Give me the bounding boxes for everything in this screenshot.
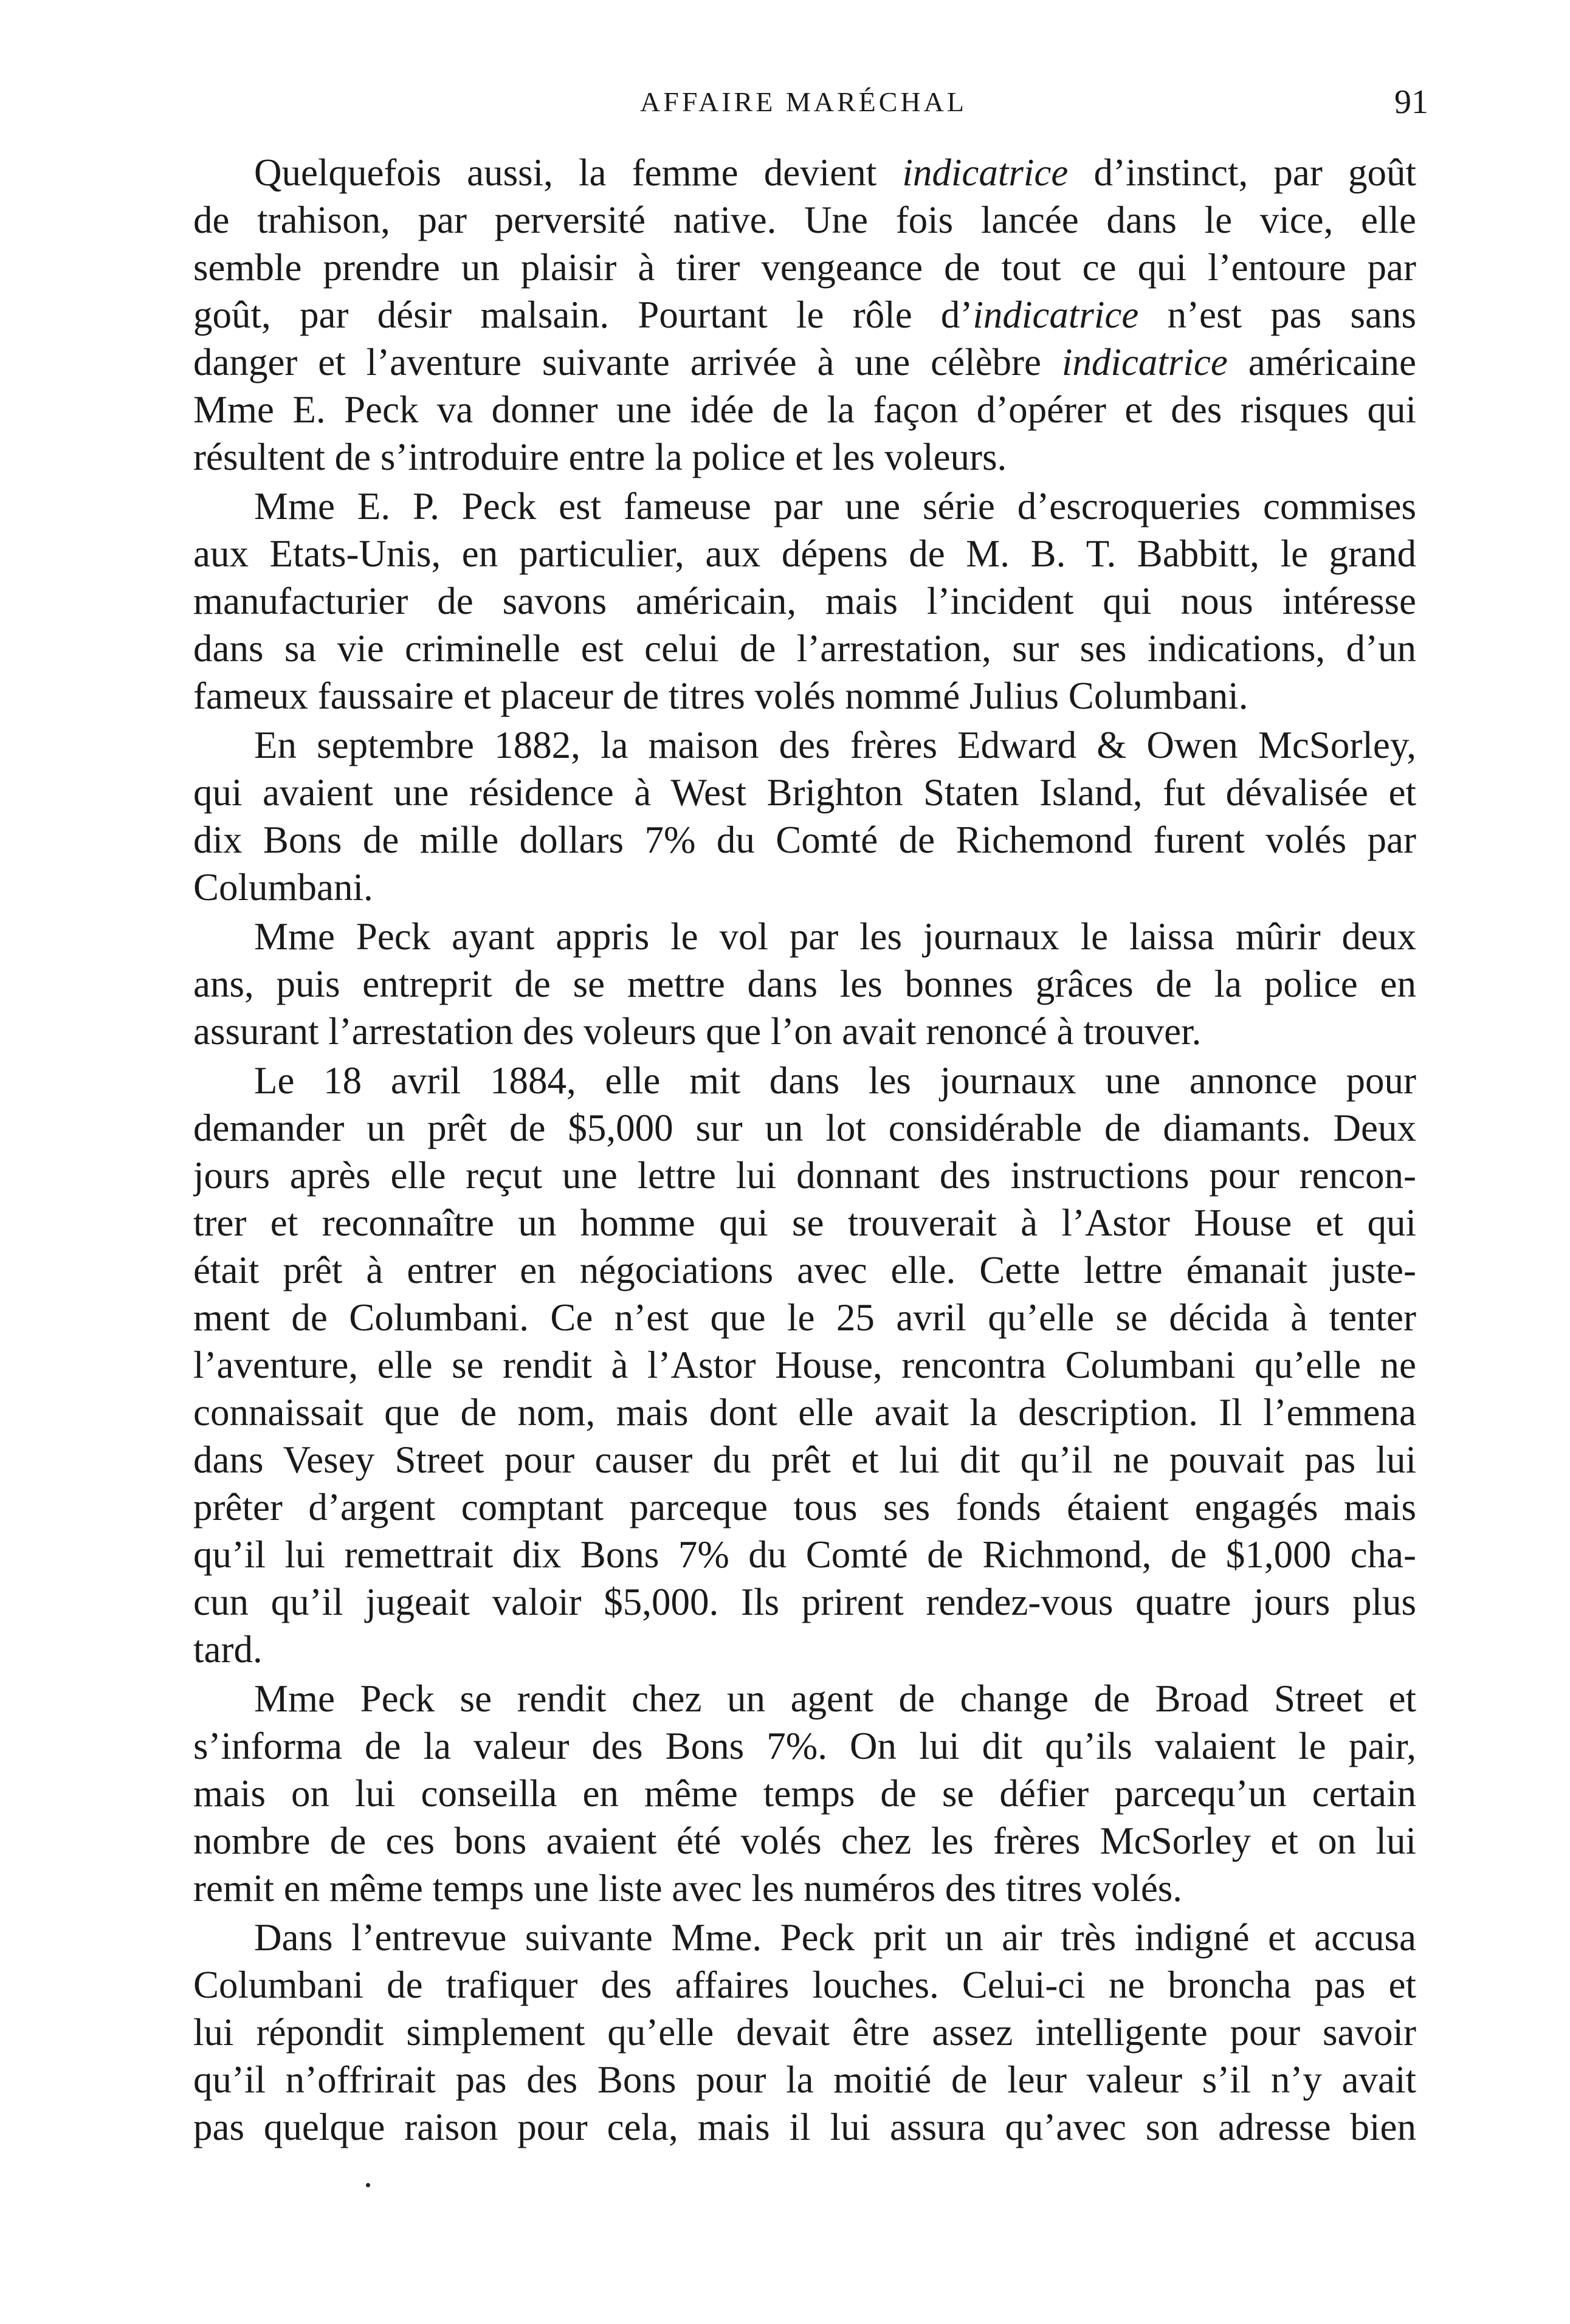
paragraph (193, 1914, 1416, 2151)
text-line: nombre de ces bons avaient été volés chez les frères McSorley et on lui (193, 1820, 1416, 1862)
italic-term: indicatrice (902, 151, 1069, 194)
running-title: AFFAIRE MARÉCHAL (640, 86, 967, 117)
text-line: danger et l’aventure suivante arrivée à une célèbre indicatrice américaine (193, 341, 1416, 383)
text-line: dans Vesey Street pour causer du prêt et lui dit qu’il ne pouvait pas lui (193, 1439, 1416, 1481)
ink-speck (366, 2183, 370, 2187)
paragraph (193, 721, 1416, 911)
text-line: Columbani. (193, 866, 373, 909)
text-line: fameux faussaire et placeur de titres volés nommé Julius Columbani. (193, 675, 1248, 717)
text-line: Le 18 avril 1884, elle mit dans les journaux une annonce pour (254, 1059, 1416, 1102)
text-line: En septembre 1882, la maison des frères Edward & Owen McSorley, (254, 724, 1416, 766)
text-line: manufacturier de savons américain, mais l’incident qui nous intéresse (193, 580, 1416, 622)
text-line: ans, puis entreprit de se mettre dans les bonnes grâces de la police en (193, 963, 1416, 1005)
paragraph (193, 1675, 1416, 1912)
text-line: mais on lui conseilla en même temps de se défier parcequ’un certain (193, 1772, 1416, 1815)
text-line: remit en même temps une liste avec les numéros des titres volés. (193, 1867, 1183, 1910)
text-line: dans sa vie criminelle est celui de l’arrestation, sur ses indications, d’un (193, 627, 1416, 670)
text-line: jours après elle reçut une lettre lui donnant des instructions pour rencon- (193, 1154, 1416, 1197)
text-line: de trahison, par perversité native. Une fois lancée dans le vice, elle (193, 199, 1416, 241)
text-line: Quelquefois aussi, la femme devient indicatrice d’instinct, par goût (254, 151, 1416, 194)
text-line: trer et reconnaître un homme qui se trouverait à l’Astor House et qui (193, 1202, 1416, 1244)
italic-term: indicatrice (1061, 341, 1228, 383)
text-line: était prêt à entrer en négociations avec elle. Cette lettre émanait juste- (193, 1249, 1416, 1291)
text-line: semble prendre un plaisir à tirer vengeance de tout ce qui l’entoure par (193, 246, 1416, 289)
page-number: 91 (1394, 83, 1428, 121)
text-line: qui avaient une résidence à West Brighton Staten Island, fut dévalisée et (193, 771, 1416, 814)
text-line: demander un prêt de $5,000 sur un lot considérable de diamants. Deux (193, 1107, 1416, 1149)
text-line: qu’il n’offrirait pas des Bons pour la moitié de leur valeur s’il n’y avait (193, 2058, 1416, 2101)
text-line: Dans l’entrevue suivante Mme. Peck prit un air très indigné et accusa (254, 1916, 1416, 1959)
italic-term: indicatrice (973, 294, 1139, 336)
text-line: lui répondit simplement qu’elle devait être assez intelligente pour savoir (193, 2011, 1416, 2054)
paragraph (193, 913, 1416, 1055)
text-line: dix Bons de mille dollars 7% du Comté de Richemond furent volés par (193, 819, 1416, 861)
text-line: goût, par désir malsain. Pourtant le rôle d’indicatrice n’est pas sans (193, 294, 1416, 336)
body-text (193, 149, 1416, 2151)
paragraph (193, 149, 1416, 481)
text-line: aux Etats-Unis, en particulier, aux dépens de M. B. T. Babbitt, le grand (193, 532, 1416, 575)
text-line: prêter d’argent comptant parceque tous ses fonds étaient engagés mais (193, 1486, 1416, 1528)
text-line: pas quelque raison pour cela, mais il lui assura qu’avec son adresse bien (193, 2106, 1416, 2148)
text-line: Mme E. P. Peck est fameuse par une série d’escroqueries commises (254, 485, 1416, 528)
text-line: Mme E. Peck va donner une idée de la façon d’opérer et des risques qui (193, 388, 1416, 431)
text-line: assurant l’arrestation des voleurs que l’on avait renoncé à trouver. (193, 1010, 1202, 1053)
text-line: Columbani de trafiquer des affaires louches. Celui-ci ne broncha pas et (193, 1964, 1416, 2006)
text-line: connaissait que de nom, mais dont elle avait la description. Il l’emmena (193, 1391, 1416, 1434)
running-head (196, 78, 1428, 126)
text-line: l’aventure, elle se rendit à l’Astor House, rencontra Columbani qu’elle ne (193, 1344, 1416, 1386)
paragraph (193, 1057, 1416, 1673)
paragraph (193, 483, 1416, 720)
text-line: tard. (193, 1628, 263, 1671)
text-line: Mme Peck ayant appris le vol par les journaux le laissa mûrir deux (254, 915, 1416, 958)
text-line: s’informa de la valeur des Bons 7%. On lui dit qu’ils valaient le pair, (193, 1725, 1416, 1767)
text-line: qu’il lui remettrait dix Bons 7% du Comté de Richmond, de $1,000 cha- (193, 1533, 1416, 1576)
text-line: ment de Columbani. Ce n’est que le 25 avril qu’elle se décida à tenter (193, 1296, 1416, 1339)
text-line: Mme Peck se rendit chez un agent de change de Broad Street et (254, 1677, 1416, 1720)
text-line: cun qu’il jugeait valoir $5,000. Ils prirent rendez-vous quatre jours plus (193, 1581, 1416, 1623)
text-line: résultent de s’introduire entre la police et les voleurs. (193, 436, 1007, 478)
